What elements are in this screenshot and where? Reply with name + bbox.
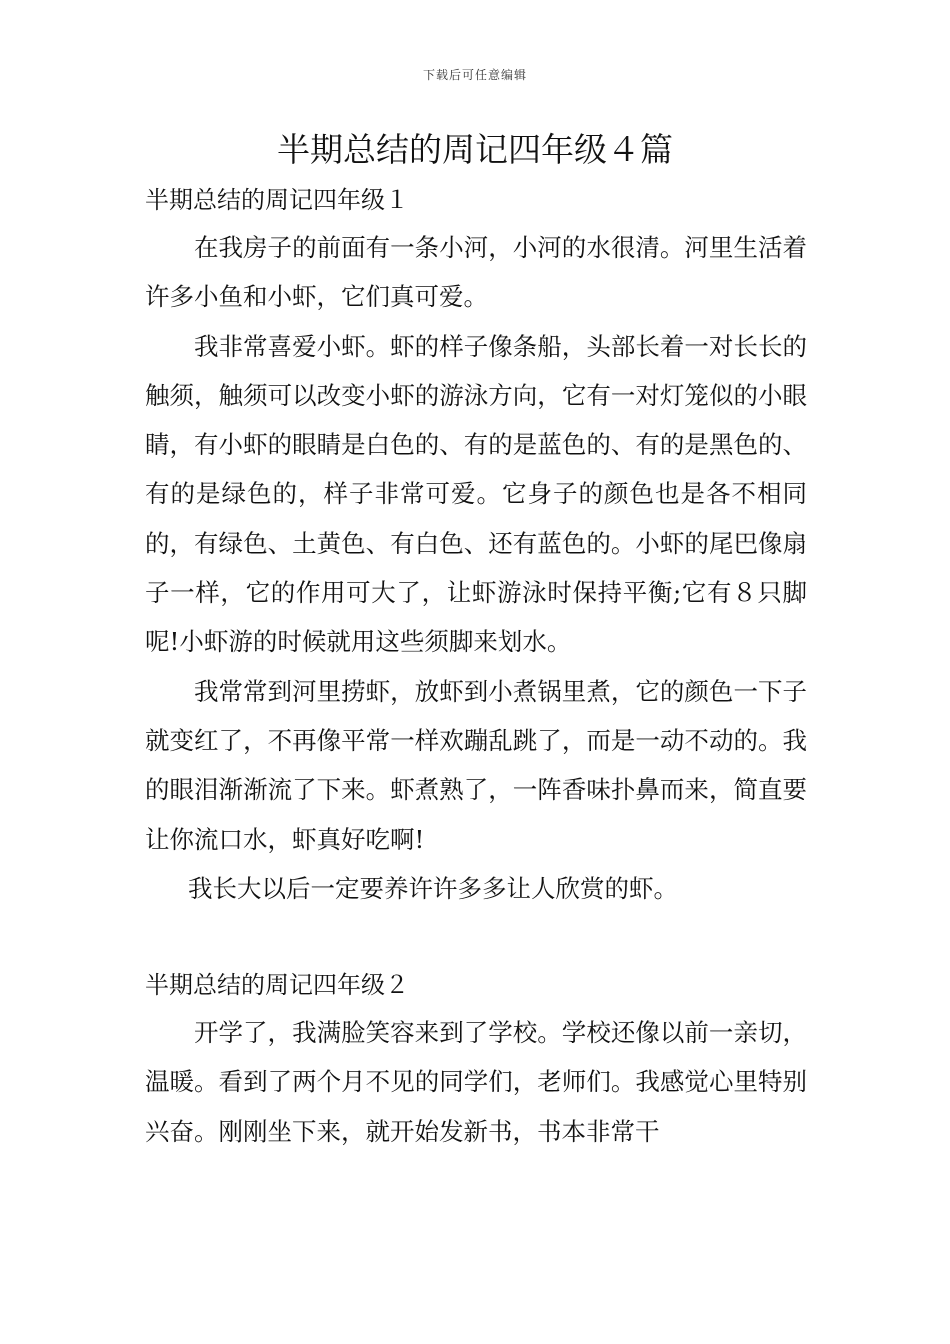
paragraph-1-4: 我长大以后一定要养许许多多让人欣赏的虾。 [188,873,678,903]
paragraph-1-1: 在我房子的前面有一条小河，小河的水很清。河里生活着许多小鱼和小虾，它们真可爱。 [145,233,807,312]
section-spacer [145,913,807,962]
document-body [145,177,807,1156]
page-header-note: 下载后可任意编辑 [422,68,527,82]
section-heading-2: 半期总结的周记四年级２ [145,971,409,1000]
paragraph-2-1: 开学了，我满脸笑容来到了学校。学校还像以前一亲切，温暖。看到了两个月不见的同学们，老师们。我感觉心里特别兴奋。刚刚坐下来，就开始发新书，书本非常干 [145,1018,807,1146]
section-heading-1: 半期总结的周记四年级１ [145,186,409,214]
paragraph-1-3: 我常常到河里捞虾，放虾到小煮锅里煮，它的颜色一下子就变红了，不再像平常一样欢蹦乱跳了，而是一动不动的。我的眼泪渐渐流了下来。虾煮熟了，一阵香味扑鼻而来，简直要让你流口水，虾真好吃啊! [145,676,807,854]
paragraph-1-2: 我非常喜爱小虾。虾的样子像条船，头部长着一对长长的触须，触须可以改变小虾的游泳方向，它有一对灯笼似的小眼睛，有小虾的眼睛是白色的、有的是蓝色的、有的是黑色的、有的是绿色的，样子非常可爱。它身子的颜色也是各不相同的，有绿色、土黄色、有白色、还有蓝色的。小虾的尾巴像扇子一样，它的作用可大了，让虾游泳时保持平衡;它有８只脚呢!小虾游的时候就用这些须脚来划水。 [145,331,807,657]
document-title: 半期总结的周记四年级４篇 [277,130,673,169]
